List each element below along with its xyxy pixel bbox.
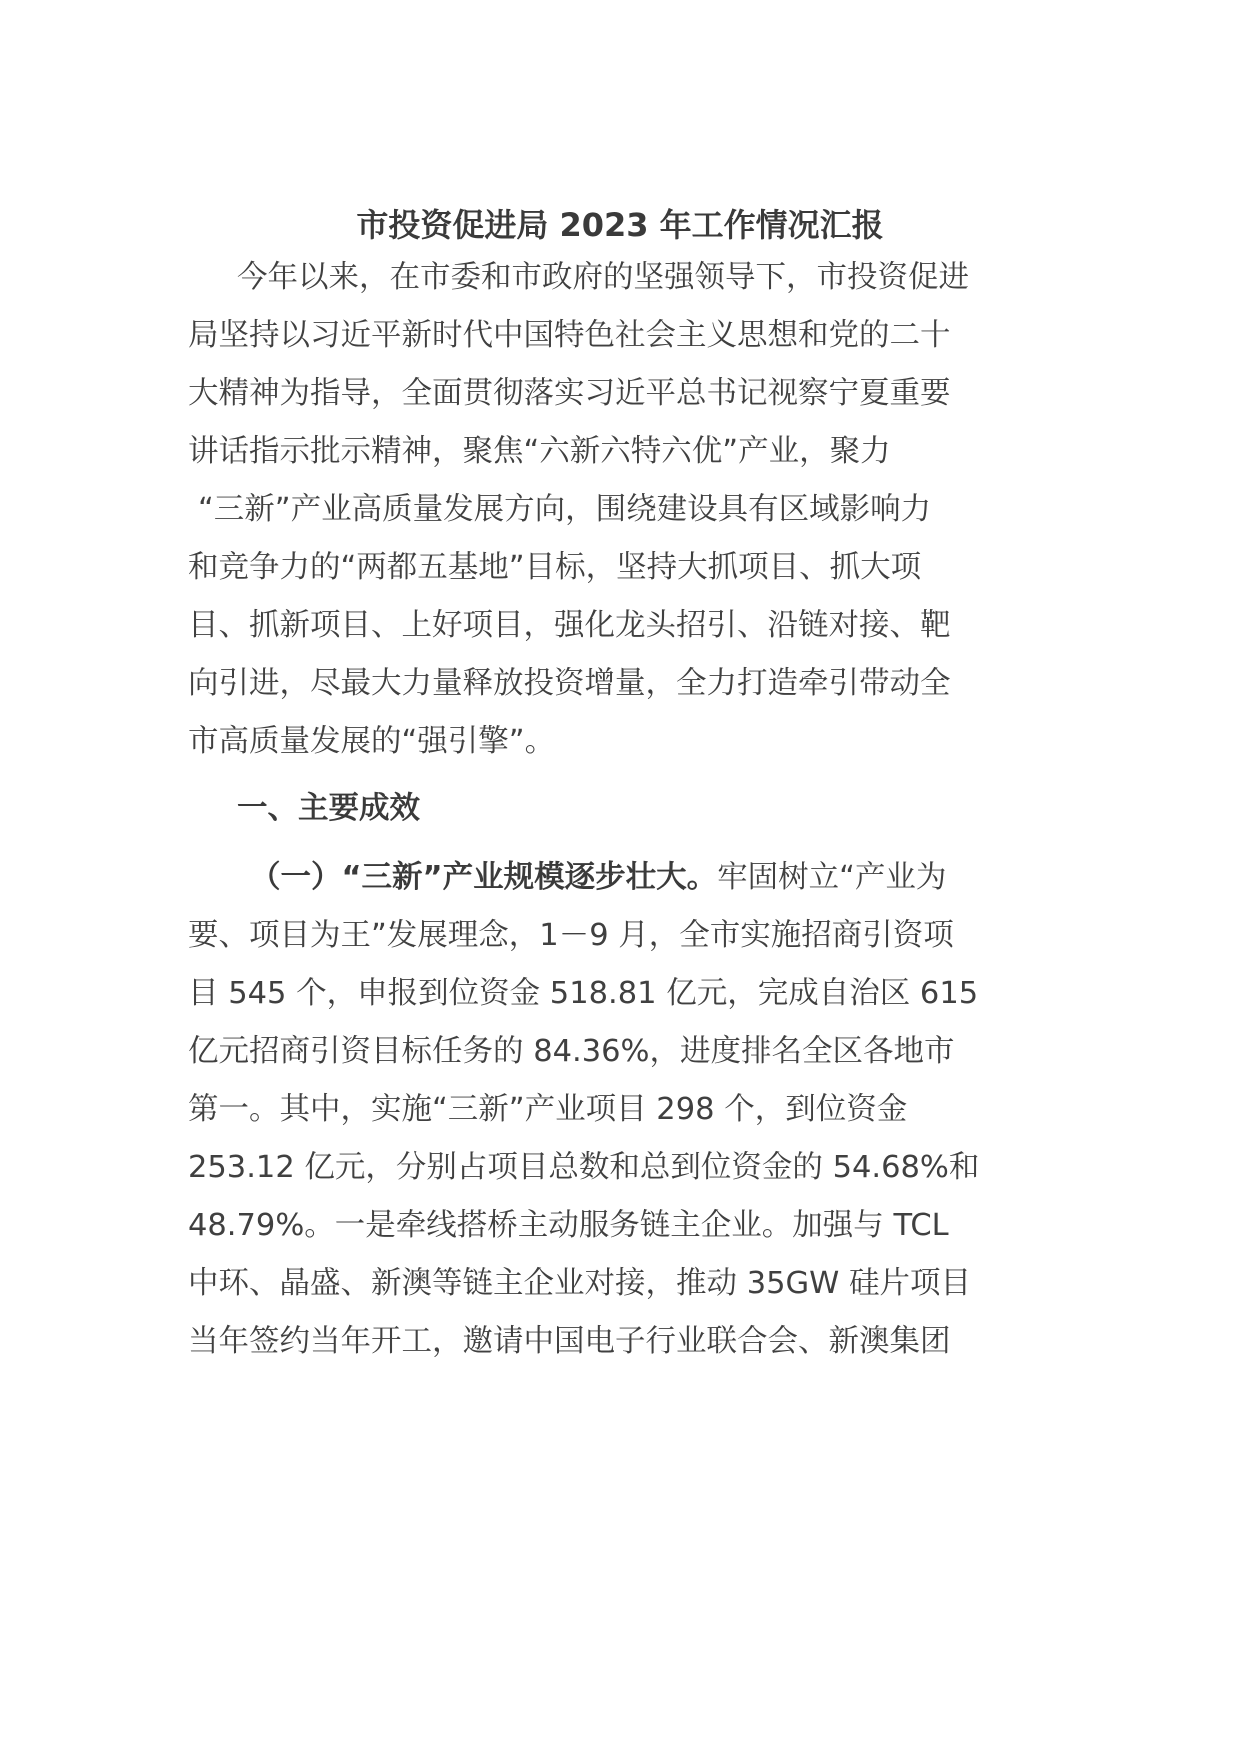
paragraph-line: 第一。其中，实施“三新”产业项目 298 个，到位资金 — [188, 1092, 908, 1127]
paragraph-line: 讲话指示批示精神，聚焦“六新六特六优”产业，聚力 — [188, 434, 891, 469]
paragraph-line: 市高质量发展的“强引擎”。 — [188, 724, 556, 759]
paragraph-line: 目、抓新项目、上好项目，强化龙头招引、沿链对接、靶 — [188, 608, 951, 643]
paragraph-line: 向引进，尽最大力量释放投资增量，全力打造牵引带动全 — [188, 666, 951, 701]
paragraph-line: 亿元招商引资目标任务的 84.36%，进度排名全区各地市 — [188, 1034, 955, 1069]
paragraph-line: 和竞争力的“两都五基地”目标，坚持大抓项目、抓大项 — [188, 550, 922, 585]
section-heading: 一、主要成效 — [237, 791, 420, 826]
paragraph-line: 局坚持以习近平新时代中国特色社会主义思想和党的二十 — [188, 318, 951, 353]
subsection-first-line — [250, 858, 946, 898]
subsection-text: 牢固树立“产业为 — [717, 860, 947, 895]
subsection-heading: （一）“三新”产业规模逐步壮大。 — [250, 860, 718, 895]
paragraph-line: 要、项目为王”发展理念，1－9 月，全市实施招商引资项 — [188, 918, 954, 953]
document-title: 市投资促进局 2023 年工作情况汇报 — [356, 206, 884, 244]
paragraph-line: 大精神为指导，全面贯彻落实习近平总书记视察宁夏重要 — [188, 376, 951, 411]
paragraph-line: 目 545 个，申报到位资金 518.81 亿元，完成自治区 615 — [188, 976, 979, 1011]
paragraph-line: 今年以来，在市委和市政府的坚强领导下，市投资促进 — [237, 260, 969, 295]
paragraph-line: 当年签约当年开工，邀请中国电子行业联合会、新澳集团 — [188, 1324, 951, 1359]
paragraph-line: 48.79%。一是牵线搭桥主动服务链主企业。加强与 TCL — [188, 1208, 949, 1243]
paragraph-line: 中环、晶盛、新澳等链主企业对接，推动 35GW 硅片项目 — [188, 1266, 971, 1301]
paragraph-line: “三新”产业高质量发展方向，围绕建设具有区域影响力 — [198, 492, 932, 527]
paragraph-line: 253.12 亿元，分别占项目总数和总到位资金的 54.68%和 — [188, 1150, 980, 1185]
